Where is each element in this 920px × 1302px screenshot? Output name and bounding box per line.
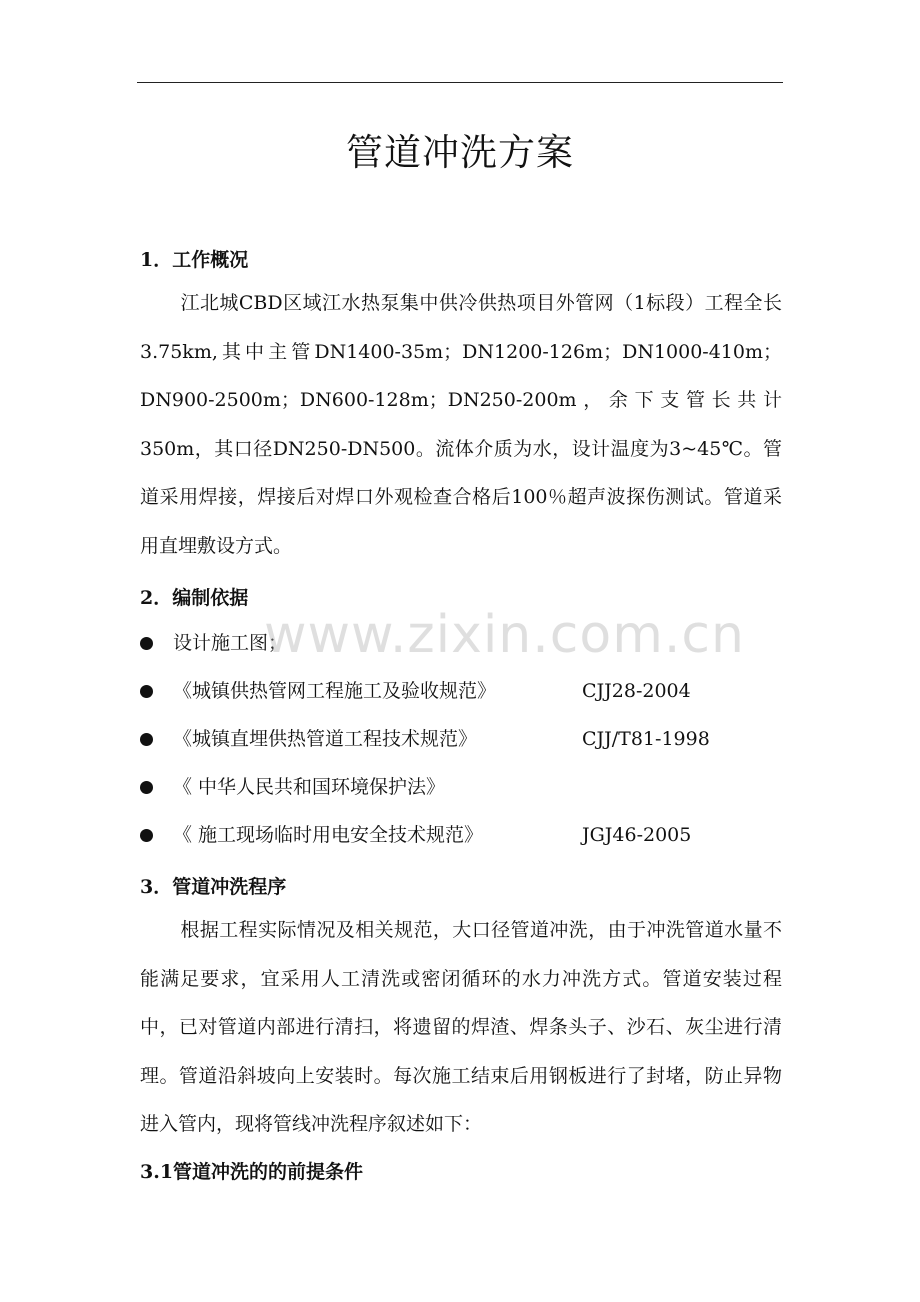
section-1-heading: 1．工作概况 [140,249,249,271]
basis-title: 《 中华人民共和国环境保护法》 [173,776,446,798]
section-1-body [140,279,782,571]
subsection-3-1-heading: 3.1管道冲洗的的前提条件 [140,1161,364,1183]
basis-code: CJJ/T81-1998 [582,728,710,750]
section-3-body [140,906,782,1149]
basis-title: 《城镇供热管网工程施工及验收规范》 [173,680,497,702]
bullet-icon [140,781,153,794]
section-3-text: 根据工程实际情况及相关规范，大口径管道冲洗，由于冲洗管道水量不能满足要求，宜采用人工清洗或密闭循环的水力冲洗方式。管道安装过程中，已对管道内部进行清扫，将遗留的焊渣、焊条头子、沙石、灰尘进行清理。管道沿斜坡向上安装时。每次施工结束后用钢板进行了封堵，防止异物进入管内，现将管线冲洗程序叙述如下： [140,919,782,1136]
basis-title: 《城镇直埋供热管道工程技术规范》 [173,728,478,750]
basis-code: JGJ46-2005 [582,824,692,846]
section-3-heading: 3．管道冲洗程序 [140,876,287,898]
header-rule [137,82,783,83]
document-title: 管道冲洗方案 [346,131,574,174]
bullet-icon [140,733,153,746]
basis-code: CJJ28-2004 [582,680,691,702]
bullet-icon [140,637,153,650]
basis-title: 设计施工图； [173,632,288,654]
bullet-icon [140,685,153,698]
watermark: www.zixin.com.cn [264,605,745,665]
section-1-text: 江北城CBD区域江水热泵集中供冷供热项目外管网（1标段）工程全长3.75km,其中主管DN1400-35m；DN1200-126m；DN1000-410m；DN900-2500m；DN600-128m；DN250-200m，余下支管长共计350m，其口径DN250-DN500。流体介质为水，设计温度为3~45℃。管道采用焊接，焊接后对焊口外观检查合格后100％超声波探伤测试。管道采用直埋敷设方式。 [140,292,782,557]
bullet-icon [140,829,153,842]
section-2-heading: 2．编制依据 [140,587,249,609]
basis-title: 《 施工现场临时用电安全技术规范》 [173,824,484,846]
